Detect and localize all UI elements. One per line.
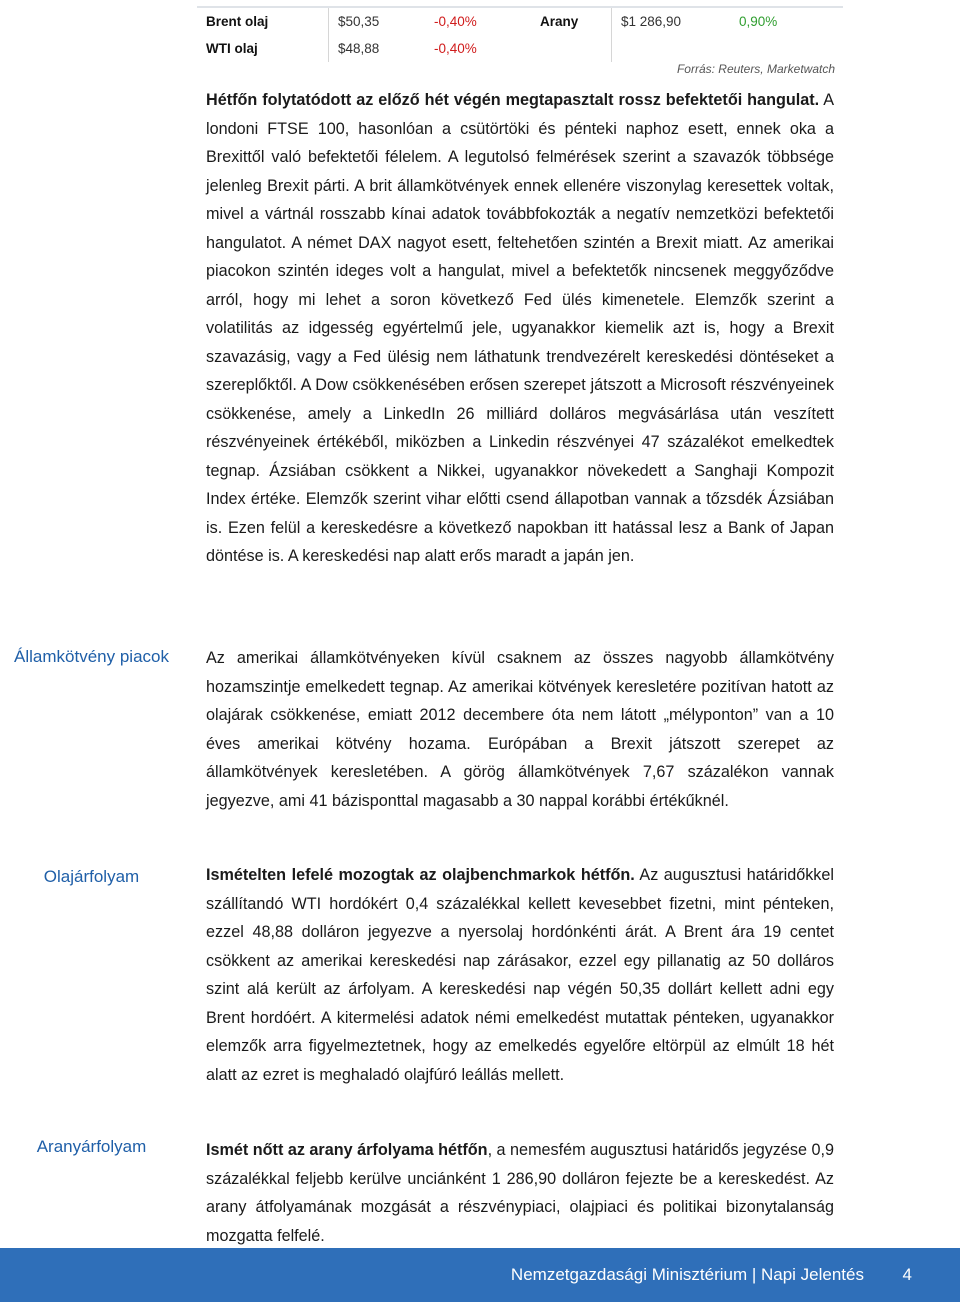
market-summary-table [197,6,843,62]
markets-body: A londoni FTSE 100, hasonlóan a csütörtöki és pénteki naphoz esett, ennek oka a Brexittől való befektetői félelem. A legutolsó felmérések szerint a szavazók többsége jelenleg Brexit párti. A brit államkötvények ennek ellenére viszonylag keresettek voltak, mivel a vártnál rosszabb kínai adatok továbbfokozták a negatív nemzetközi befektetői hangulatot. A német DAX nagyot esett, feltehetően szintén a Brexit miatt. Az amerikai piacokon szintén ideges volt a hangulat, mivel a befektetők nincsenek meggyőződve arról, hogy mi lehet a soron következő Fed ülés kimenetele. Elemzők szerint a volatilitás az idgesség egyértelmű jele, ugyanakkor kiemelik azt is, hogy a Brexit szavazásig, vagy a Fed ülésig nem láthatunk trendvezérelt kereskedési döntéseket a szereplőktől. A Dow csökkenésében erősen szerepet játszott a Microsoft részvényeinek csökkenése, amely a LinkedIn 26 milliárd dolláros megvásárlása után veszített részvényeinek értékéből, miközben a Linkedin részvényei 47 százalékot emelkedtek tegnap. Ázsiában csökkent a Nikkei, ugyanakkor növekedett a Sanghaji Kompozit Index értéke. Elemzők szerint vihar előtti csend állapotban vannak a tőzsdék Ázsiában is. Ezen felül a kereskedésre a következő napokban itt hatással lesz a Bank of Japan döntése is. A kereskedési nap alatt erős maradt a japán jen. [206,91,834,565]
commodity-name: Arany [531,7,612,35]
commodity-price [612,35,731,62]
footer-title: Nemzetgazdasági Minisztérium | Napi Jelentés [510,1265,864,1284]
commodity-name: WTI olaj [197,35,329,62]
commodity-price: $48,88 [338,41,380,56]
commodity-change: -0,40% [425,7,531,35]
commodity-price: $50,35 [329,7,426,35]
section-label-oil: Olajárfolyam [43,867,140,886]
commodity-change [730,35,843,62]
commodity-name [531,35,612,62]
markets-paragraph [206,86,834,571]
oil-body: Az augusztusi határidőkkel szállítandó WTI hordókért 0,4 százalékkal kellett kevesebbet fizetni, mint pénteken, ezzel 48,88 dolláron jegyezve a nyersolaj hordónkénti árát. A Brent ára 19 centet csökkent az amerikai kereskedési nap zárásakor, ezzel egy pillanatig az 50 dolláros szint alá került az árfolyam. A kereskedési nap végén 50,35 dollárt kellett adni egy Brent hordóért. A kitermelési adatok némi emelkedést mutattak pénteken, ugyanakkor elemzők arra figyelmeztetnek, hogy az emelkedés egyelőre eltörpül az elmúlt 18 hét alatt az ezret is meghaladó olajfúró leállás mellett. [206,866,834,1084]
page-number: 4 [902,1265,912,1284]
gold-paragraph [206,1136,834,1250]
commodity-change: -0,40% [434,41,477,56]
section-label-bonds: Államkötvény piacok [14,647,169,666]
oil-lead: Ismételten lefelé mozogtak az olajbenchmarkok hétfőn. [206,866,635,884]
table-row [197,35,843,62]
bonds-body: Az amerikai államkötvényeken kívül csaknem az összes nagyobb államkötvény hozamszintje emelkedett tegnap. Az amerikai kötvények keresletére pozitívan hatott az olajárak csökkenése, emiatt 2012 decembere óta nem látott „mélyponton” van a 10 éves amerikai kötvény hozama. Európában a Brexit játszott szerepet az államkötvények keresletében. A görög államkötvények 7,67 százalékon vannak jegyezve, ami 41 bázisponttal magasabb a 30 nappal korábbi értékűknél. [206,649,834,810]
page-footer [0,1248,960,1302]
commodity-price: $1 286,90 [612,7,731,35]
markets-lead: Hétfőn folytatódott az előző hét végén megtapasztalt rossz befektetői hangulat. [206,91,820,109]
commodity-change: 0,90% [730,7,843,35]
oil-paragraph [206,861,834,1089]
bonds-paragraph [206,644,834,815]
gold-lead: Ismét nőtt az arany árfolyama hétfőn [206,1141,488,1159]
gold-body: , a nemesfém augusztusi határidős jegyzése 0,9 százalékkal feljebb kerülve unciánként 1 286,90 dolláron fejezte be a kereskedést. Az arany átfolyamának mozgását a részvénypiaci, olajpiaci és politikai bizonytalanság mozgatta felfelé. [206,1141,834,1245]
table-row [197,7,843,35]
commodity-name: Brent olaj [197,7,329,35]
source-note: Forrás: Reuters, Marketwatch [676,62,835,76]
section-label-gold: Aranyárfolyam [36,1137,147,1156]
